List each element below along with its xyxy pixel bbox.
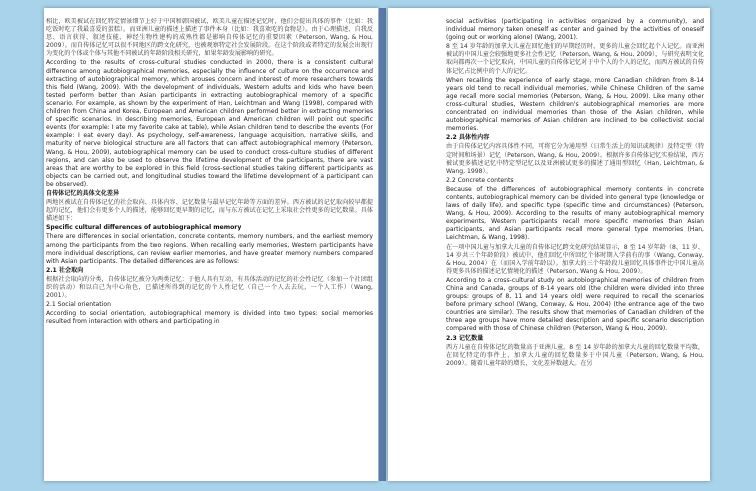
left-page-text — [46, 18, 373, 475]
paragraph: Because of the differences of autobiographical memory contents in concrete contents, autobiographical memory can be divided into general type (knowledge or laws of daily life), and specific type (specific time and circumstances) (Peterson, Wang, & Hou, 2009). According to the results of many autobiographical memory experiments, Western participants recall more specific memories than Asian participants, and Asian participants recall more general type memories (Han, Leichtman, & Wang, 1998). — [446, 185, 704, 242]
paragraph: 两地区被试在自传体记忆的社会取向、具体内容、记忆数量与最早记忆年龄等方面的差异。西方被试的记忆取向较早都提起的记忆，他们会有更多个人的描述，能够回忆更早期的记忆，而与东方被试在记忆上采取社会性更多的记忆数量。具体描述如下： — [46, 199, 373, 223]
section-heading: 2.2 具体性内容 — [446, 134, 490, 142]
paragraph: 2.1 Social orientation — [46, 301, 111, 309]
paragraph: When recalling the experience of early stage, more Canadian children from 8-14 years old tend to recall individual memories, while Chinese Children of the same age recall more social memories (Peterson, Wang, & Hou, 2009). Like many other cross-cultural studies, Western children's autobiographical memories are more concentrated on individual memories than those of the Asian children, while autobiographical memories of Asian children are inclined to be collectivist social memories. — [446, 76, 704, 133]
paragraph: 由于自传体记忆内容具体性不同，可将它分为通用型（日常生活上的知识或规律）及特定型（特定时间和场景）记忆（Peterson, Wang, & Hou, 2009）。根据许多自传体记忆实验结果，西方被试更多描述记忆中特定型记忆以及亚洲被试更多的描述了通用型回忆（Han, Leichtman, & Wang, 1998）。 — [446, 143, 704, 175]
section-heading: 2.1 社会取向 — [46, 266, 84, 274]
page-divider — [379, 8, 386, 481]
section-heading: 自传体记忆的具体文化差异 — [46, 189, 120, 197]
paragraph: 在一项中国儿童与加拿大儿童的自传体记忆跨文化研究结果显示，8 至 14 岁年龄（8、11 岁、14 岁共三个年龄阶段）被试中，他们回忆中所回忆个体时期入学前有的事（Wang, Conway, & Hou, 2004）在（而国入学前年龄以）。加拿大的三个年龄段儿童回忆具体事件比中国儿童高得更多具体的描述记忆情境化的描述（Peterson, Wang & Hou, 2009）。 — [446, 243, 704, 275]
section-heading: Specific cultural differences of autobiographical memory — [46, 224, 242, 232]
paragraph: According to a cross-cultural study on autobiographical memories of children from China and Canada, groups of 8-14 years old (the children were divided into three groups: groups of 8, 11 and 14 years old) were required to recall the scenarios before primary school (Wang, Conway, & Hou, 2004) (the entrance age of the two countries are similar). The results show that memories of Canadian children of the three age groups have more detailed description and specific scenario description compared with those of Chinese children (Peterson, Wang & Hou, 2009). — [446, 276, 704, 333]
right-page — [388, 8, 710, 481]
paragraph: 根据社会取向的分类，自传体记忆被分为两类记忆：于他人具有互动，有具体活动的记忆的社会性记忆（参加一个社团组织的活动）和以自己为中心角色，已描述所得到的记忆的个人性记忆（自己一个人去去玩，一个人工作）（Wang, 2001）。 — [46, 275, 373, 300]
paragraph: There are differences in social orientation, concrete contents, memory numbers, and the earliest memory among the participants from the two regions. When recalling early memories, Western participants have more individual descriptions, can review earlier memories, and have greater memory numbers compared with Asian participants. The detailed differences are as follows: — [46, 233, 373, 265]
section-heading: 2.3 记忆数量 — [446, 334, 484, 342]
paragraph: According to social orientation, autobiographical memory is divided into two types: social memories resulted from interaction with others and participating in — [46, 310, 373, 326]
left-page — [44, 8, 378, 481]
right-page-text — [446, 18, 704, 475]
paragraph: 相比，欧美被试在回忆特定情景细节上好于中国和韩国被试，欧美儿童在描述记忆时，他们会提出具体的事件（比如：我吃饭时吃了我最喜爱的蛋糕）。而亚洲儿童的描述上描述了事件本身（比如：我喜欢吃的食物是）。由于心理描述、自我反思、语言获得、叙述技能、神经生物性建构的成熟性都是影响自传体记忆的重要因素（Peterson, Wang, & Hou, 2009）。而自传体记忆可以很不同地区的跨文化研究，也被观察特定社会发展阶段。在这个阶段或者特定的发展会出现行为变化的个体或个体与其他不同被试的年龄阶段相关研究，如果年龄发展影响的研究。 — [46, 18, 373, 58]
paragraph: social activities (participating in activities organized by a community), and individual memory taken oneself as center and gained by the activities of oneself (going out or working alone) (Wang, 2001). — [446, 18, 704, 42]
paragraph: 2.2 Concrete contents — [446, 176, 514, 184]
paragraph: According to the results of cross-cultural studies conducted in 2000, there is a consistent cultural difference among autobiographical memories, especially the influence of culture on the occurrence and extracting of autobiographical memory, which arouses concern and interest of more researchers towards this field (Wang, 2009). With the development of individuals, Western adults and kids who have been tested perform better than Asian participants in extracting autobiographical memory of a specific scenario. For example, as shown by the experiment of Han, Leichtman and Wang (1998), compared with children from China and Korea, European and American children performed better in extracting memories of specific scenarios. In describing memories, European and American children will point out specific events (for example: I ate my favorite cake at table), while Asian children tend to describe the events (For example: I eat every day). As psychology, self-awareness, language acquisition, narrative skills, and maturity of nerve biological structure are all factors that can affect autobiographical memory (Peterson, Wang, & Hou, 2009), autobiographical memory can be used to conduct cross-culture studies of different regions, and can also be used to observe the lifetime development of the participants, there are vast areas that are worthy to be explored in this field (cross-sectional studies taking different participants as objects can be carried out, and longitudinal studies toward the lifetime development of a participant can be observed). — [46, 59, 373, 188]
paragraph: 8 至 14 岁年龄的加拿大儿童在回忆他们的早期经历时，更多的儿童会回忆起个人记忆。而亚洲被试的中国儿童会较强地更多社会性记忆（Peterson, Wang, & Hou, 2009），与研究表明文化取向都再次一个记忆取向，中国儿童的自传体记忆对于中个人的个人的记忆，而西方被试的自传体记忆占比例中的个人的记忆。 — [446, 43, 704, 75]
paragraph: 西方儿童在自传体记忆的数量高于亚洲儿童。8 至 14 岁年龄的加拿大儿童的回忆数量平均数，在回忆特定的事件上，加拿大儿童的回忆数量多于中国儿童（Peterson, Wang, & Hou, 2009）。随着儿童年龄的增长，文化差异数越大。在另 — [446, 343, 704, 367]
